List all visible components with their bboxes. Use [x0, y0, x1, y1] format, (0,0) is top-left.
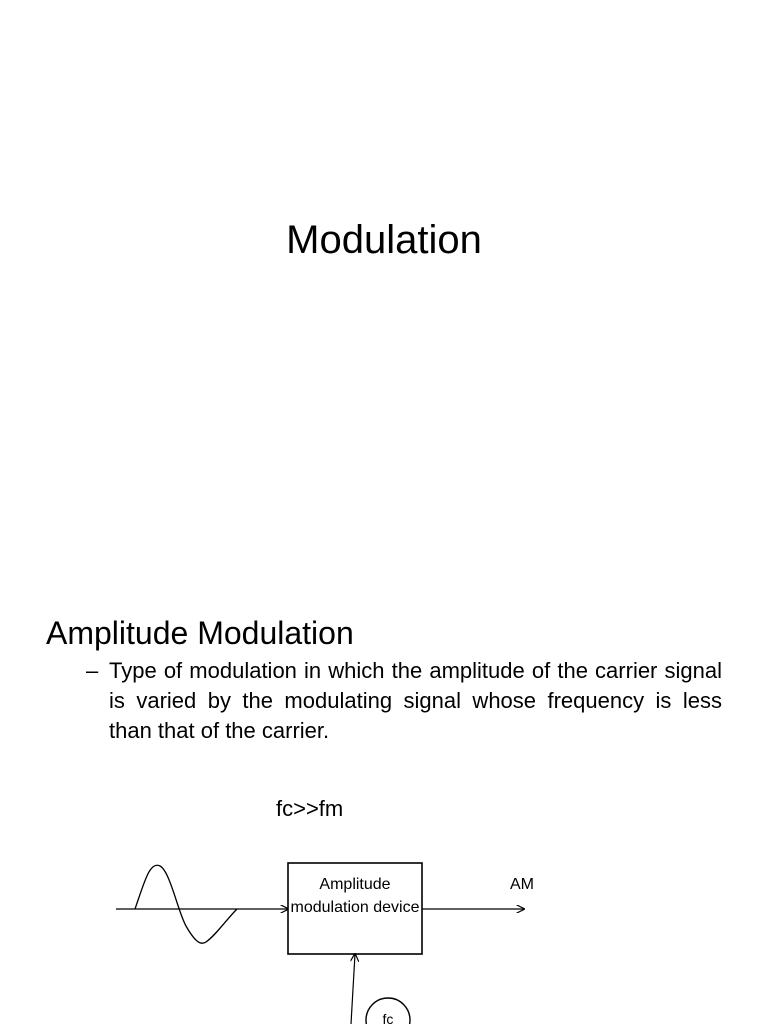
frequency-relation: fc>>fm: [276, 796, 344, 821]
modulation-block-diagram: [0, 840, 768, 1024]
bullet-marker: –: [86, 658, 99, 683]
bullet-text: Type of modulation in which the amplitude of the carrier signal is varied by the modulating signal whose frequency is less than that of the carrier.: [109, 658, 722, 743]
slide-title: Modulation: [286, 218, 482, 262]
modulating-signal-waveform: [135, 865, 237, 943]
carrier-frequency-label: fc: [382, 1011, 394, 1027]
bullet-item: [86, 656, 722, 746]
section-heading: Amplitude Modulation: [46, 615, 354, 651]
modulation-device-label: Amplitude modulation device: [290, 876, 420, 916]
am-output-label: AM: [510, 876, 534, 893]
carrier-input-arrow: [351, 954, 355, 1024]
